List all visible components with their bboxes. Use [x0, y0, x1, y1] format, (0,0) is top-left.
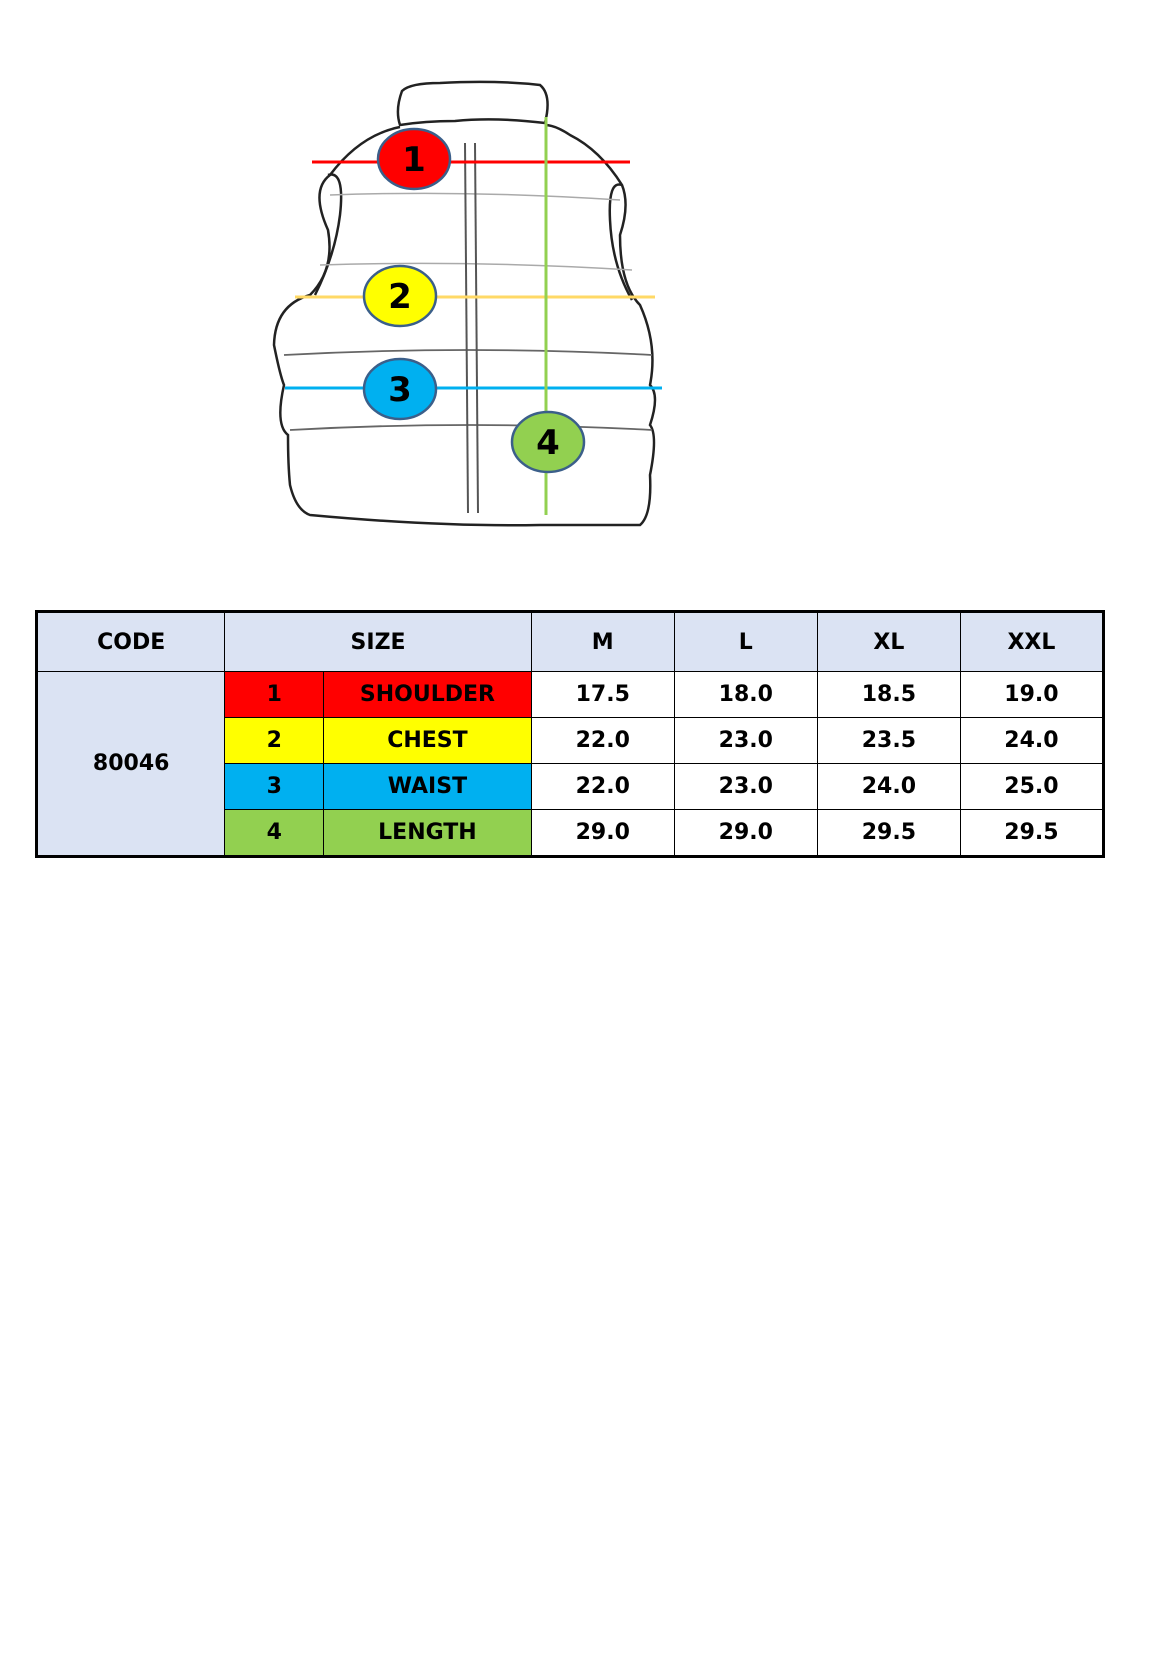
row-number: 1	[225, 672, 324, 718]
size-header-l: L	[674, 612, 817, 672]
table-cell: 25.0	[960, 764, 1103, 810]
row-number: 3	[225, 764, 324, 810]
marker-1-label: 1	[402, 140, 426, 180]
vest-measurement-diagram	[240, 55, 740, 555]
table-cell: 23.0	[674, 764, 817, 810]
marker-1	[378, 129, 450, 189]
row-label: LENGTH	[324, 810, 532, 857]
table-cell: 29.0	[674, 810, 817, 857]
table-cell: 22.0	[531, 718, 674, 764]
row-label: WAIST	[324, 764, 532, 810]
table-cell: 17.5	[531, 672, 674, 718]
table-cell: 29.5	[960, 810, 1103, 857]
marker-2-label: 2	[388, 277, 412, 317]
table-row	[37, 672, 1104, 718]
table-cell: 29.0	[531, 810, 674, 857]
table-cell: 18.5	[817, 672, 960, 718]
table-cell: 24.0	[960, 718, 1103, 764]
marker-3	[364, 359, 436, 419]
marker-4	[512, 412, 584, 472]
row-label: SHOULDER	[324, 672, 532, 718]
table-cell: 24.0	[817, 764, 960, 810]
size-chart-table	[35, 610, 1105, 858]
table-cell: 29.5	[817, 810, 960, 857]
table-header-row	[37, 612, 1104, 672]
table-cell: 19.0	[960, 672, 1103, 718]
vest-sketch	[274, 82, 655, 525]
size-header-xl: XL	[817, 612, 960, 672]
marker-4-label: 4	[536, 423, 560, 463]
code-header: CODE	[37, 612, 225, 672]
marker-3-label: 3	[388, 370, 412, 410]
table-cell: 22.0	[531, 764, 674, 810]
product-code: 80046	[37, 672, 225, 857]
size-header-xxl: XXL	[960, 612, 1103, 672]
size-header-m: M	[531, 612, 674, 672]
table-cell: 23.5	[817, 718, 960, 764]
row-number: 4	[225, 810, 324, 857]
table-cell: 23.0	[674, 718, 817, 764]
row-label: CHEST	[324, 718, 532, 764]
marker-2	[364, 266, 436, 326]
size-header: SIZE	[225, 612, 531, 672]
row-number: 2	[225, 718, 324, 764]
table-cell: 18.0	[674, 672, 817, 718]
